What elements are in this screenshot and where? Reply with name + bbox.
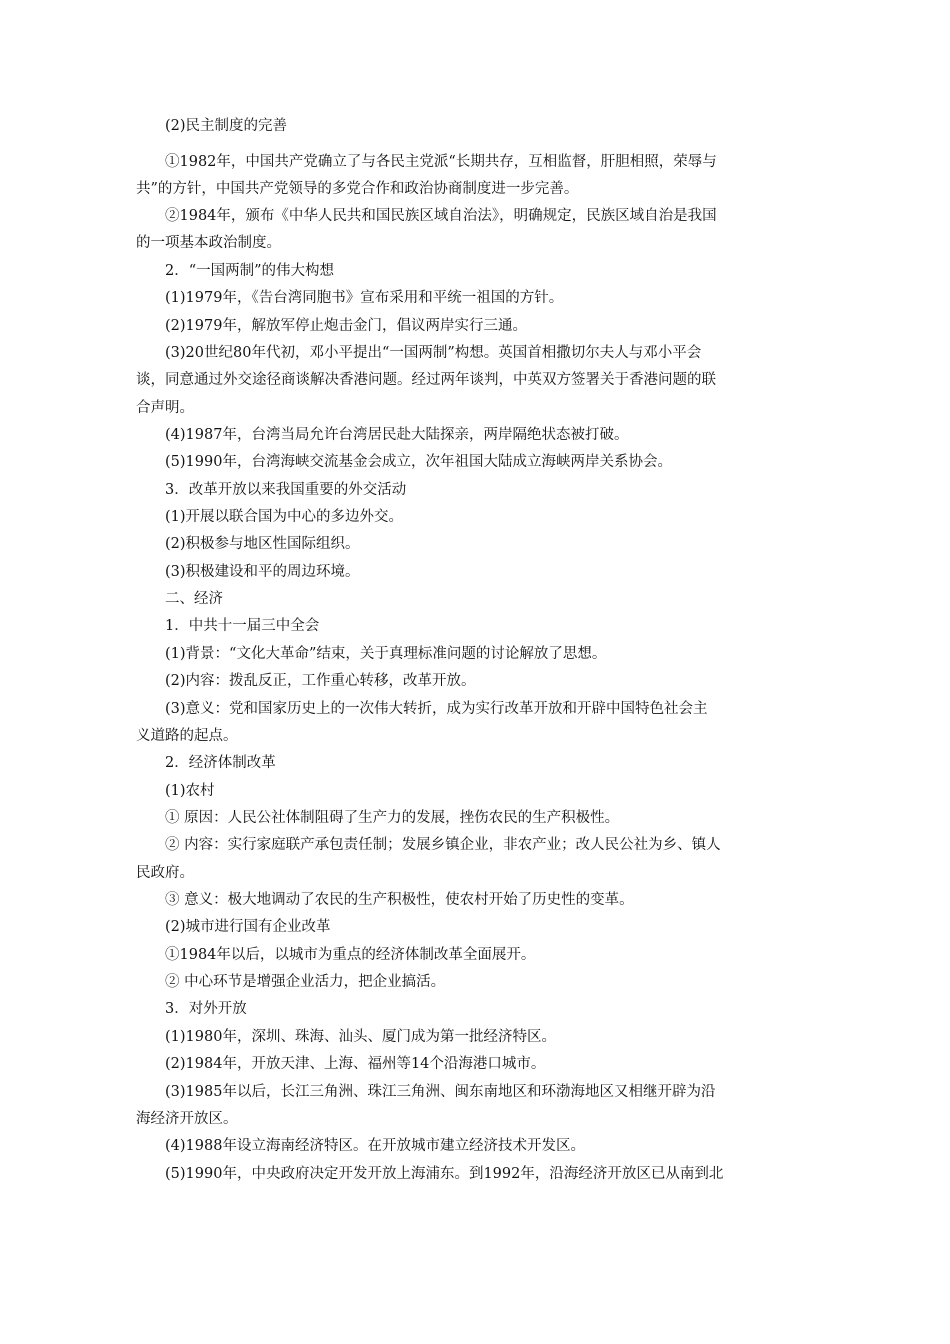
section-heading: 二、经济 (165, 591, 223, 607)
text-line: 的一项基本政治制度。 (136, 235, 281, 251)
text-line: 民政府。 (136, 865, 194, 881)
text-line: (1)农村 (165, 783, 215, 799)
text-line: (1)1980年，深圳、珠海、汕头、厦门成为第一批经济特区。 (165, 1029, 556, 1045)
text-line: (3)积极建设和平的周边环境。 (165, 564, 360, 580)
text-line: (1)1979年，《告台湾同胞书》宣布采用和平统一祖国的方针。 (165, 290, 564, 306)
text-line: ③ 意义：极大地调动了农民的生产积极性，使农村开始了历史性的变革。 (165, 892, 634, 908)
text-line: (2)1979年，解放军停止炮击金门，倡议两岸实行三通。 (165, 318, 527, 334)
text-line: (2)民主制度的完善 (165, 118, 288, 134)
text-line: 合声明。 (136, 400, 194, 416)
text-line: 共”的方针，中国共产党领导的多党合作和政治协商制度进一步完善。 (136, 181, 579, 197)
text-line: ①1984年以后，以城市为重点的经济体制改革全面展开。 (165, 947, 536, 963)
text-line: ① 原因：人民公社体制阻碍了生产力的发展，挫伤农民的生产积极性。 (165, 810, 620, 826)
text-line: (3)意义：党和国家历史上的一次伟大转折，成为实行改革开放和开辟中国特色社会主 (165, 701, 708, 717)
text-line: 海经济开放区。 (136, 1111, 238, 1127)
text-line: (3)20世纪80年代初，邓小平提出“一国两制”构想。英国首相撒切尔夫人与邓小平会 (165, 345, 702, 361)
text-line: (5)1990年，中央政府决定开发开放上海浦东。到1992年，沿海经济开放区已从南到北 (165, 1166, 724, 1182)
text-line: (1)背景：“文化大革命”结束，关于真理标准问题的讨论解放了思想。 (165, 646, 607, 662)
text-line: (1)开展以联合国为中心的多边外交。 (165, 509, 404, 525)
text-line: (3)1985年以后，长江三角洲、珠江三角洲、闽东南地区和环渤海地区又相继开辟为沿 (165, 1084, 716, 1100)
text-line: 义道路的起点。 (136, 728, 238, 744)
section-heading: 2．“一国两制”的伟大构想 (165, 263, 335, 279)
text-line: (2)城市进行国有企业改革 (165, 919, 331, 935)
text-line: (2)积极参与地区性国际组织。 (165, 536, 360, 552)
text-line: (5)1990年，台湾海峡交流基金会成立，次年祖国大陆成立海峡两岸关系协会。 (165, 454, 672, 470)
text-line: ②1984年，颁布《中华人民共和国民族区域自治法》，明确规定，民族区域自治是我国 (165, 208, 717, 224)
section-heading: 3．对外开放 (165, 1001, 247, 1017)
text-line: ② 中心环节是增强企业活力，把企业搞活。 (165, 974, 446, 990)
section-heading: 1．中共十一届三中全会 (165, 618, 320, 634)
text-line: (2)1984年，开放天津、上海、福州等14个沿海港口城市。 (165, 1056, 546, 1072)
text-line: (2)内容：拨乱反正，工作重心转移，改革开放。 (165, 673, 476, 689)
text-line: (4)1987年，台湾当局允许台湾居民赴大陆探亲，两岸隔绝状态被打破。 (165, 427, 629, 443)
section-heading: 2．经济体制改革 (165, 755, 276, 771)
text-line: (4)1988年设立海南经济特区。在开放城市建立经济技术开发区。 (165, 1138, 585, 1154)
section-heading: 3．改革开放以来我国重要的外交活动 (165, 482, 407, 498)
text-line: ①1982年，中国共产党确立了与各民主党派“长期共存，互相监督，肝胆相照，荣辱与 (165, 154, 717, 170)
text-line: 谈，同意通过外交途径商谈解决香港问题。经过两年谈判，中英双方签署关于香港问题的联 (136, 372, 716, 388)
text-line: ② 内容：实行家庭联产承包责任制；发展乡镇企业，非农产业；改人民公社为乡、镇人 (165, 837, 721, 853)
